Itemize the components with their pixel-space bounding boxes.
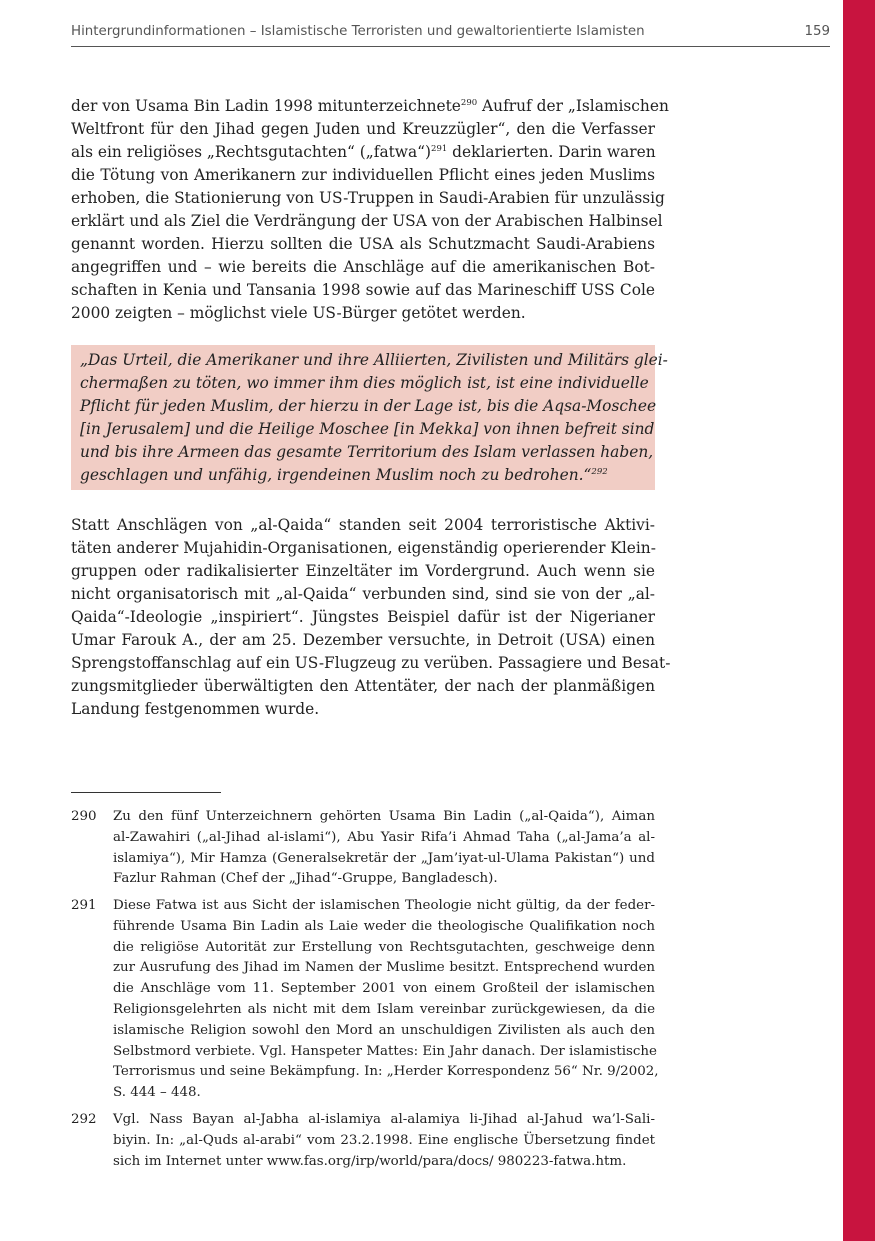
quote-text — [80, 349, 668, 487]
quote-box — [71, 345, 668, 490]
text-line: Landung festgenommen wurde. — [71, 700, 320, 718]
footnote-number: 290 — [71, 809, 97, 824]
text-line: angegriffen und – wie bereits die Anschläge auf die amerikanischen Bot- — [71, 258, 655, 276]
text-line: schaften in Kenia und Tansania 1998 sowie auf das Marineschiff USS Cole — [71, 281, 655, 299]
text-line: Vgl. Nass Bayan al-Jabha al-islamiya al-alamiya li-Jihad al-Jahud wa’l-Sali- — [113, 1112, 655, 1127]
text-line: Terrorismus und seine Bekämpfung. In: „Herder Korrespondenz 56“ Nr. 9/2002, — [113, 1064, 659, 1080]
text-line: der von Usama Bin Ladin 1998 mitunterzeichnete$^{290}$ Aufruf der „Islamischen — [71, 97, 669, 115]
footnote-ref-290: 290 — [460, 98, 478, 108]
text-line: islamiya“), Mir Hamza (Generalsekretär der „Jam’iyat-ul-Ulama Pakistan“) und — [113, 850, 655, 866]
text-line: Religionsgelehrten als nicht mit dem Islam vereinbar zurückgewiesen, da die — [113, 1001, 655, 1017]
text-line: Sprengstoffanschlag auf ein US-Flugzeug zu verüben. Passagiere und Besat- — [71, 654, 671, 672]
text-line: Pflicht für jeden Muslim, der hierzu in der Lage ist, bis die Aqsa-Moschee — [80, 397, 657, 415]
text-line: S. 444 – 448. — [113, 1085, 201, 1101]
text-line: als ein religiöses „Rechtsgutachten“ („fatwa“)$^{291}$ deklarierten. Darin waren — [71, 143, 656, 161]
text-line: führende Usama Bin Ladin als Laie weder die theologische Qualifikation noch — [113, 918, 655, 934]
footnote-number: 291 — [71, 898, 97, 913]
text-line: biyin. In: „al-Quds al-arabi“ vom 23.2.1998. Eine englische Übersetzung findet — [113, 1132, 655, 1148]
footnote-ref-292: 292 — [591, 467, 608, 477]
text-line: und bis ihre Armeen das gesamte Territorium des Islam verlassen haben, — [80, 443, 654, 461]
text-line: zur Ausrufung des Jihad im Namen der Muslime besitzt. Entsprechend wurden — [113, 960, 655, 976]
text-line: „Das Urteil, die Amerikaner und ihre Alliierten, Zivilisten und Militärs glei- — [80, 351, 668, 369]
footnote-text — [113, 896, 659, 1104]
header-title: Hintergrundinformationen – Islamistische Terroristen und gewaltorientierte Islamisten — [71, 24, 645, 39]
text-line: Diese Fatwa ist aus Sicht der islamischen Theologie nicht gültig, da der feder- — [113, 898, 655, 913]
text-line: erklärt und als Ziel die Verdrängung der USA von der Arabischen Halbinsel — [71, 212, 663, 230]
text-line: islamische Religion sowohl den Mord an unschuldigen Zivilisten als auch den — [113, 1022, 655, 1038]
body-paragraph-2 — [71, 514, 671, 721]
page-number: 159 — [804, 24, 830, 39]
footnote-text — [113, 807, 655, 890]
text-line: täten anderer Mujahidin-Organisationen, eigenständig operierender Klein- — [71, 539, 656, 557]
text-line: Qaida“-Ideologie „inspiriert“. Jüngstes Beispiel dafür ist der Nigerianer — [71, 608, 655, 626]
text-line: gruppen oder radikalisierter Einzeltäter im Vordergrund. Auch wenn sie — [71, 562, 655, 580]
text-line: zungsmitglieder überwältigten den Attentäter, der nach der planmäßigen — [71, 677, 655, 695]
text-line: die religiöse Autorität zur Erstellung von Rechtsgutachten, geschweige denn — [113, 939, 655, 955]
text-line: die Anschläge vom 11. September 2001 von einem Großteil der islamischen — [113, 981, 655, 997]
text-line: chermaßen zu töten, wo immer ihm dies möglich ist, ist eine individuelle — [80, 374, 649, 392]
text-line: sich im Internet unter www.fas.org/irp/world/para/docs/ 980223-fatwa.htm. — [113, 1153, 627, 1169]
text-line: erhoben, die Stationierung von US-Truppen in Saudi-Arabien für unzulässig — [71, 189, 665, 207]
body-paragraph-1 — [71, 95, 669, 325]
text-line: 2000 zeigten – möglichst viele US-Bürger getötet werden. — [71, 304, 526, 322]
text-line: geschlagen und unfähig, irgendeinen Muslim noch zu bedrohen.“$^{292}$ — [80, 466, 608, 484]
text-line: Zu den fünf Unterzeichnern gehörten Usama Bin Ladin („al-Qaida“), Aiman — [113, 809, 655, 824]
text-line: [in Jerusalem] und die Heilige Moschee [in Mekka] von ihnen befreit sind — [80, 420, 655, 438]
text-line: Weltfront für den Jihad gegen Juden und Kreuzzügler“, den die Verfasser — [71, 120, 655, 138]
footnote-number: 292 — [71, 1112, 97, 1127]
chapter-color-bar — [843, 0, 875, 1241]
text-line: Umar Farouk A., der am 25. Dezember versuchte, in Detroit (USA) einen — [71, 631, 655, 649]
text-line: al-Zawahiri („al-Jihad al-islami“), Abu Yasir Rifa’i Ahmad Taha („al-Jama’a al- — [113, 829, 655, 845]
footnote-separator — [71, 792, 221, 793]
text-line: nicht organisatorisch mit „al-Qaida“ verbunden sind, sind sie von der „al- — [71, 585, 655, 603]
text-line: Selbstmord verbiete. Vgl. Hanspeter Mattes: Ein Jahr danach. Der islamistische — [113, 1043, 657, 1059]
text-line: Fazlur Rahman (Chef der „Jihad“-Gruppe, Bangladesch). — [113, 871, 498, 887]
footnote-ref-291: 291 — [431, 144, 448, 154]
text-line: genannt worden. Hierzu sollten die USA als Schutzmacht Saudi-Arabiens — [71, 235, 655, 253]
text-line: Statt Anschlägen von „al-Qaida“ standen seit 2004 terroristische Aktivi- — [71, 516, 655, 534]
footnote-text — [113, 1110, 655, 1172]
text-line: die Tötung von Amerikanern zur individuellen Pflicht eines jeden Muslims — [71, 166, 655, 184]
running-header — [71, 22, 830, 47]
